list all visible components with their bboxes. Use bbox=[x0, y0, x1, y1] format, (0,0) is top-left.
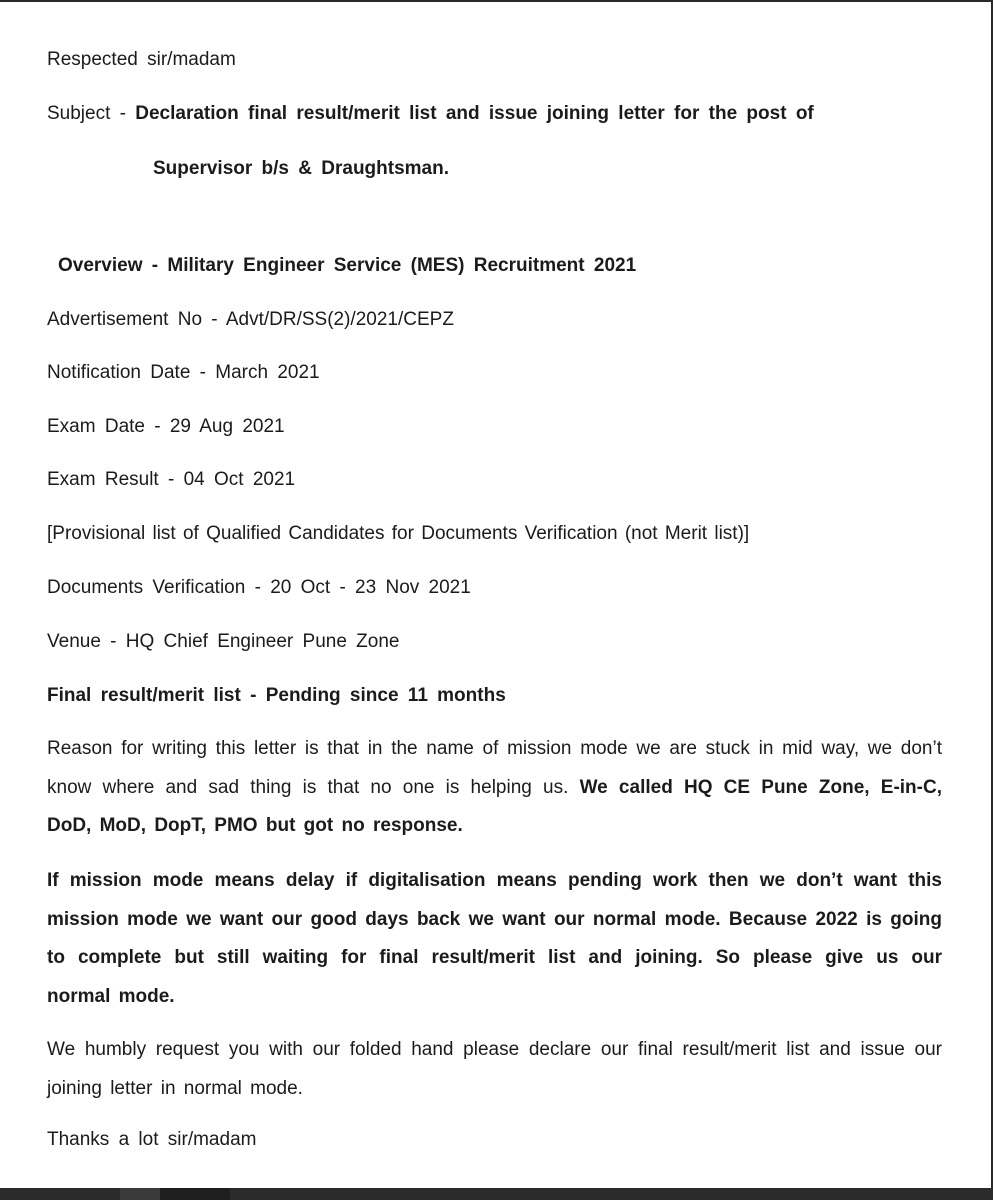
closing: Thanks a lot sir/madam bbox=[47, 1129, 257, 1150]
request-paragraph: We humbly request you with our folded hand please declare our final result/merit list and issue our joining letter in normal mode. bbox=[47, 1039, 942, 1099]
reason-paragraph bbox=[47, 730, 942, 846]
subject-text-line2: Supervisor b/s & Draughtsman. bbox=[153, 158, 450, 179]
exam-result: Exam Result - 04 Oct 2021 bbox=[47, 469, 296, 490]
top-border bbox=[0, 0, 993, 2]
salutation: Respected sir/madam bbox=[47, 49, 236, 70]
notification-date: Notification Date - March 2021 bbox=[47, 362, 320, 383]
documents-verification: Documents Verification - 20 Oct - 23 Nov 2021 bbox=[47, 577, 471, 598]
reason-text: Reason for writing this letter is that in the name of mission mode we are stuck in mid way, we don’t know where and sad thing is that no one is helping us. bbox=[47, 738, 942, 798]
advertisement-number: Advertisement No - Advt/DR/SS(2)/2021/CEPZ bbox=[47, 309, 454, 330]
provisional-note: [Provisional list of Qualified Candidates for Documents Verification (not Merit list)] bbox=[47, 523, 750, 544]
bottom-bar bbox=[0, 1188, 993, 1200]
exam-date: Exam Date - 29 Aug 2021 bbox=[47, 416, 285, 437]
reason-contacts-text: We called HQ CE Pune Zone, E-in-C, DoD, MoD, DopT, PMO but got no response. bbox=[47, 776, 942, 836]
bottom-bar-segment bbox=[120, 1188, 160, 1200]
overview-heading: Overview - Military Engineer Service (MES) Recruitment 2021 bbox=[58, 255, 637, 276]
subject-label: Subject - bbox=[47, 103, 136, 124]
venue: Venue - HQ Chief Engineer Pune Zone bbox=[47, 631, 400, 652]
bottom-bar-segment bbox=[160, 1188, 230, 1200]
mission-mode-paragraph: If mission mode means delay if digitalisation means pending work then we don’t want this mission mode we want our good days back we want our normal mode. Because 2022 is going to complete but still waiting for final result/merit list and joining. So please give us our normal mode. bbox=[47, 870, 942, 1007]
final-result-status: Final result/merit list - Pending since 11 months bbox=[47, 685, 506, 706]
subject-text-line1: Declaration final result/merit list and issue joining letter for the post of bbox=[135, 103, 814, 124]
subject-line bbox=[47, 102, 814, 126]
